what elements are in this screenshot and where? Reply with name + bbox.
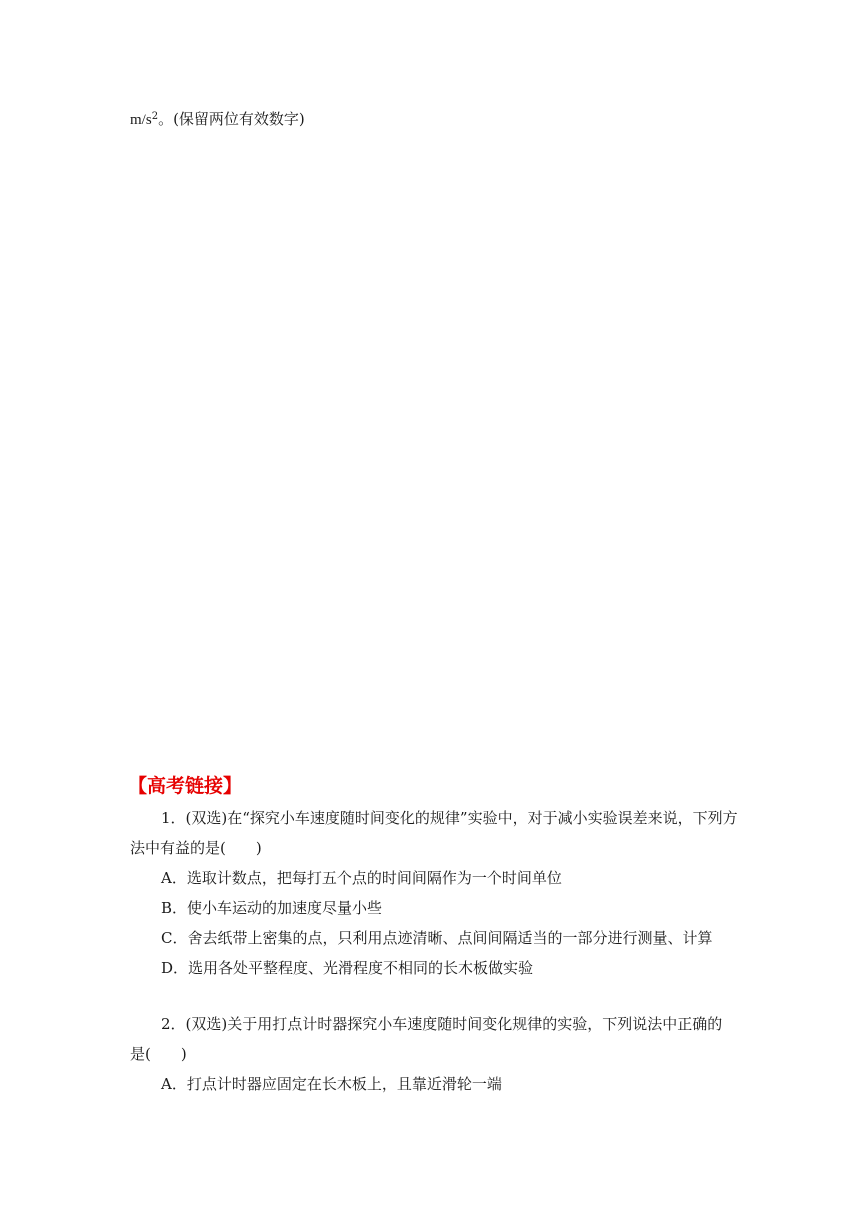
- answer-unit-line: [130, 109, 305, 130]
- question-1-option-a: A．选取计数点，把每打五个点的时间间隔作为一个时间单位: [161, 869, 562, 887]
- question-1-stem-line-2: 法中有益的是( ): [130, 839, 262, 857]
- question-2-stem-line-1: 2．(双选)关于用打点计时器探究小车速度随时间变化规律的实验，下列说法中正确的: [161, 1015, 723, 1033]
- question-1-option-d: D．选用各处平整程度、光滑程度不相同的长木板做实验: [161, 959, 534, 977]
- precision-note: 。(保留两位有效数字): [158, 110, 305, 128]
- unit-text: m/s: [130, 112, 152, 128]
- question-2-option-a: A．打点计时器应固定在长木板上，且靠近滑轮一端: [161, 1075, 502, 1093]
- question-2-stem-line-2: 是( ): [130, 1045, 187, 1063]
- question-1-option-b: B．使小车运动的加速度尽量小些: [161, 899, 383, 917]
- unit-exponent: 2: [151, 111, 159, 122]
- question-1-stem-line-1: 1．(双选)在“探究小车速度随时间变化的规律”实验中，对于减小实验误差来说，下列方: [161, 809, 738, 827]
- question-1-option-c: C．舍去纸带上密集的点，只利用点迹清晰、点间间隔适当的一部分进行测量、计算: [161, 929, 713, 947]
- section-title: 【高考链接】: [128, 775, 243, 797]
